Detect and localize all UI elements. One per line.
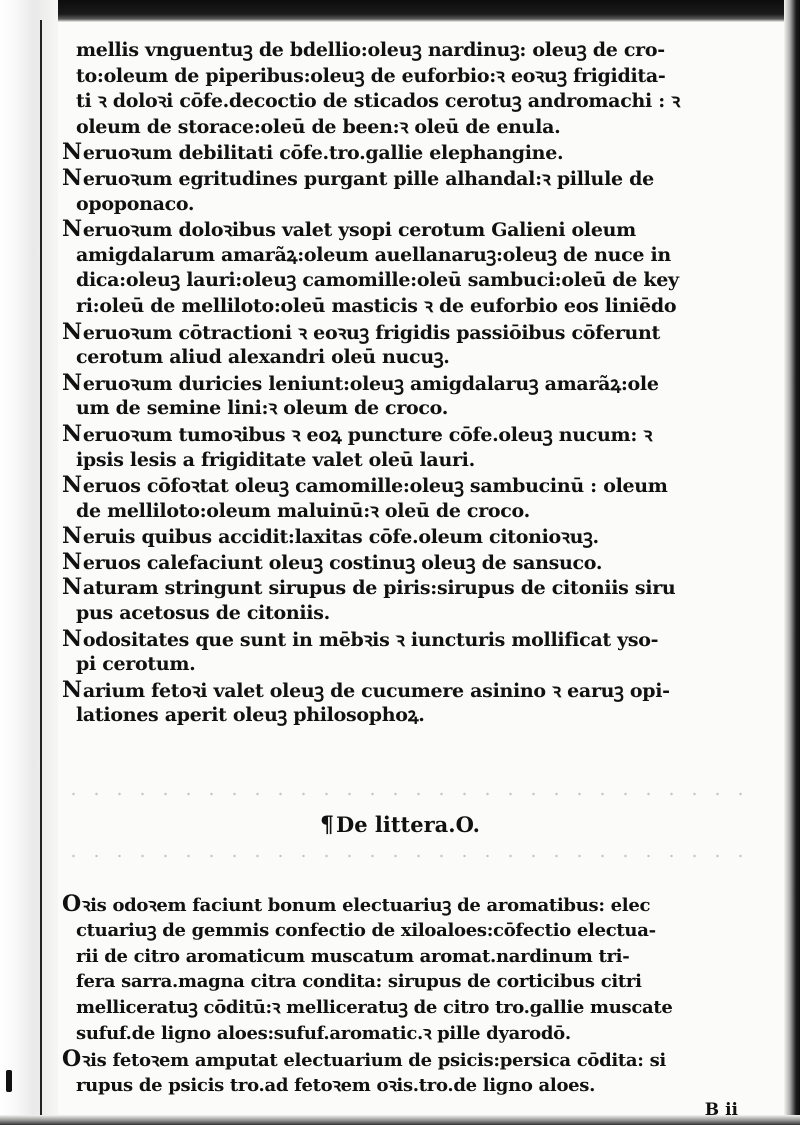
- entry-line: [62, 166, 774, 192]
- text-line: fera sarra.magna citra condita: sirupus de corticibus citri: [76, 971, 642, 993]
- scan-border-top: [0, 0, 800, 22]
- entry-initial: N: [62, 319, 82, 345]
- entry-line: [62, 575, 774, 601]
- entry-initial: N: [62, 140, 82, 166]
- text-line: mellis vnguentuꝫ de bdellio:oleuꝫ nardinuꝫ: oleuꝫ de cro-: [76, 39, 665, 61]
- entry-text: eruoꝛum duricies leniunt:oleuꝫ amigdalaruꝫ amarãꝝ:ole: [82, 372, 659, 395]
- text-line: pus acetosus de citoniis.: [76, 602, 330, 625]
- entry-text: arium fetoꝛi valet oleuꝫ de cucumere asinino ꝛ earuꝫ opi-: [82, 679, 670, 702]
- entry-line: [62, 422, 774, 448]
- entry-initial: N: [62, 165, 82, 191]
- entry-line: [62, 140, 774, 166]
- entry-text: ꝛis fetoꝛem amputat electuarium de psicis:persica cōdita: si: [81, 1049, 666, 1071]
- entry-initial: N: [62, 370, 82, 396]
- entry-line: [62, 550, 774, 576]
- entry-line: [62, 473, 774, 499]
- entry-initial: N: [62, 549, 82, 575]
- text-line: amigdalarum amarãꝝ:oleum auellanaruꝫ:oleuꝫ de nuce in: [76, 243, 671, 266]
- entry-line: [62, 217, 774, 243]
- text-line: rii de citro aromaticum muscatum aromat.nardinum tri-: [76, 945, 630, 967]
- entry-line: [62, 1047, 774, 1073]
- entry-initial: N: [62, 217, 82, 243]
- scan-border-right: [784, 0, 800, 1125]
- paragraph-mark-icon: ¶: [320, 812, 335, 838]
- section-heading-text: De littera.O.: [336, 812, 480, 837]
- text-line: sufuf.de ligno aloes:sufuf.aromatic.ꝛ pille dyarodō.: [76, 1022, 571, 1044]
- entry-initial: N: [62, 575, 82, 601]
- text-line: opoponaco.: [76, 192, 195, 215]
- faint-dots-row: [62, 790, 762, 798]
- entry-text: eruis quibus accidit:laxitas cōfe.oleum citonioꝛuꝫ.: [82, 526, 599, 549]
- text-line: ctuariuꝫ de gemmis confectio de xiloaloes:cōfectio electua-: [76, 919, 656, 941]
- faint-dots-row: [62, 852, 762, 860]
- text-line: lationes aperit oleuꝫ philosophoꝝ.: [76, 704, 425, 727]
- text-line: um de semine lini:ꝛ oleum de croco.: [76, 397, 449, 420]
- scan-border-left: [0, 0, 58, 1125]
- signature-mark: B ii: [704, 1100, 738, 1120]
- text-line: melliceratuꝫ cōditū:ꝛ melliceratuꝫ de citro tro.gallie muscate: [76, 997, 673, 1019]
- entry-text: aturam stringunt sirupus de piris:sirupus de citoniis siru: [82, 577, 676, 600]
- entry-initial: N: [62, 473, 82, 499]
- entry-text: eruoꝛum egritudines purgant pille alhandal:ꝛ pillule de: [82, 167, 654, 190]
- text-line: to:oleum de piperibus:oleuꝫ de euforbio:ꝛ eoꝛuꝫ frigidita-: [76, 64, 666, 87]
- entry-text: eruoꝛum cōtractioni ꝛ eoꝛuꝫ frigidis passiōibus cōferunt: [82, 321, 661, 344]
- entry-line: [62, 678, 774, 704]
- entry-text: eruoꝛum tumoꝛibus ꝛ eoꝝ puncture cōfe.oleuꝫ nucum: ꝛ: [82, 423, 653, 446]
- text-line: cerotum aliud alexandri oleū nucuꝫ.: [76, 346, 450, 369]
- entry-initial: N: [62, 677, 82, 703]
- entry-line: [62, 627, 774, 653]
- entry-initial: O: [62, 892, 81, 917]
- entry-text: eruos cōfoꝛtat oleuꝫ camomille:oleuꝫ sambucinū : oleum: [82, 475, 668, 498]
- page-edge-rule: [40, 20, 42, 1125]
- text-line: pi cerotum.: [76, 653, 196, 676]
- text-line: ti ꝛ doloꝛi cōfe.decoctio de sticados cerotuꝫ andromachi : ꝛ: [76, 90, 680, 113]
- entry-text: eruoꝛum debilitati cōfe.tro.gallie elephangine.: [82, 142, 564, 165]
- entry-initial: N: [62, 421, 82, 447]
- entry-line: [62, 892, 774, 918]
- text-line: ri:oleū de melliloto:oleū masticis ꝛ de euforbio eos liniēdo: [76, 294, 677, 317]
- entry-line: [62, 371, 774, 397]
- entry-text: odositates que sunt in mēbꝛis ꝛ iuncturis mollificat yso-: [82, 628, 659, 651]
- entry-text: eruos calefaciunt oleuꝫ costinuꝫ oleuꝫ de sansuco.: [82, 551, 603, 574]
- entry-line: [62, 320, 774, 346]
- text-line: ipsis lesis a frigiditate valet oleū lauri.: [76, 448, 475, 471]
- text-line: dica:oleuꝫ lauri:oleuꝫ camomille:oleū sambuci:oleū de key: [76, 269, 679, 292]
- section-heading: [0, 812, 800, 838]
- text-line: oleum de storace:oleū de been:ꝛ oleū de enula.: [76, 115, 561, 138]
- entries-bottom-block: [62, 892, 774, 1098]
- entry-line: [62, 524, 774, 550]
- entry-text: eruoꝛum doloꝛibus valet ysopi cerotum Galieni oleum: [82, 219, 636, 242]
- scan-speck: [6, 1070, 12, 1092]
- entry-initial: O: [62, 1046, 81, 1072]
- text-line: de melliloto:oleum maluinū:ꝛ oleū de croco.: [76, 499, 530, 522]
- entry-text: ꝛis odoꝛem faciunt bonum electuariuꝫ de aromatibus: elec: [81, 895, 651, 916]
- entry-initial: N: [62, 524, 82, 550]
- entries-top-block: [62, 38, 774, 729]
- text-line: rupus de psicis tro.ad fetoꝛem oꝛis.tro.de ligno aloes.: [76, 1074, 596, 1096]
- scan-border-bottom: [0, 1115, 800, 1125]
- entry-initial: N: [62, 626, 82, 652]
